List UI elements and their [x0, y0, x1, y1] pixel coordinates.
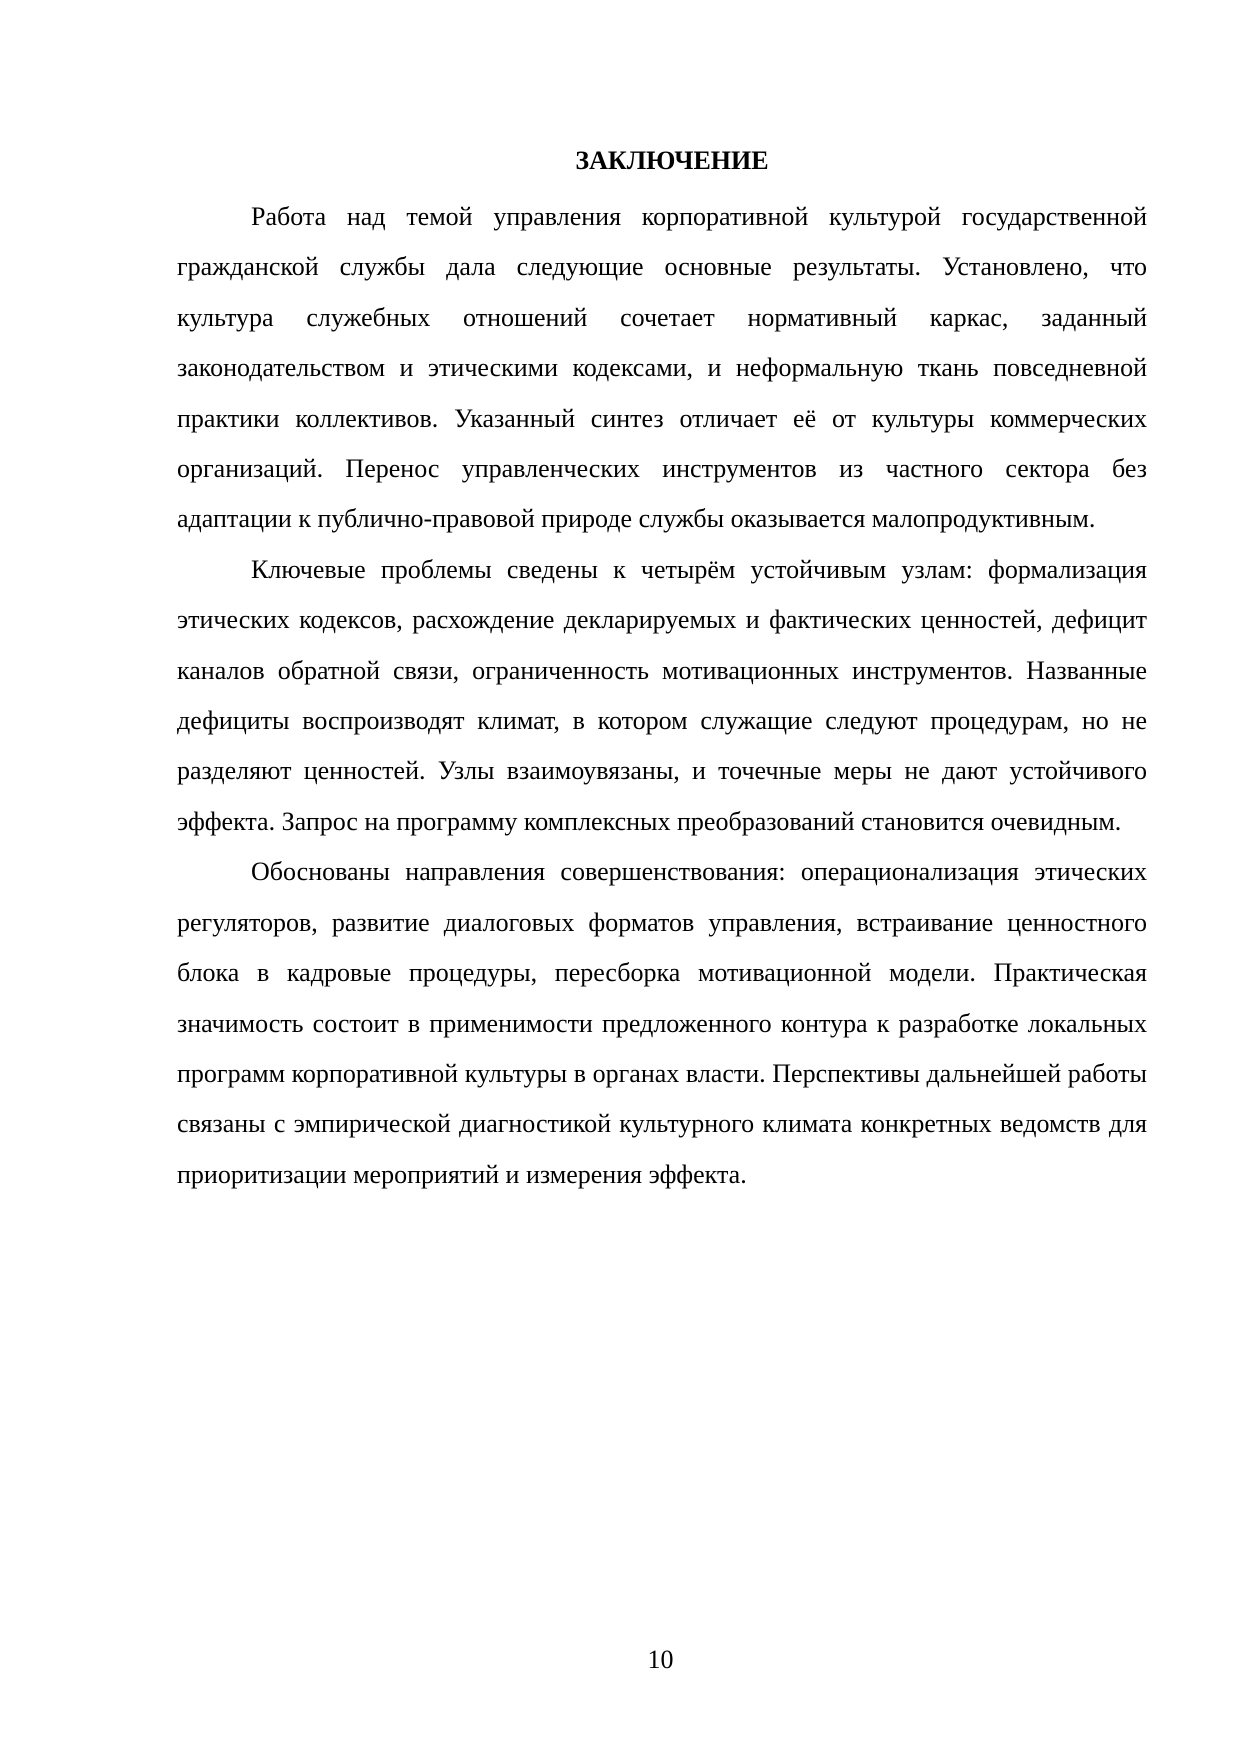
- page-body: [177, 136, 1147, 1200]
- paragraph-directions: Обоснованы направления совершенствования: операционализация этических регуляторов, развитие диалоговых форматов управления, встраивание ценностного блока в кадровые процедуры, пересборка мотивационной модели. Практическая значимость состоит в применимости предложенного контура к разработке локальных программ корпоративной культуры в органах власти. Перспективы дальнейшей работы связаны с эмпирической диагностикой культурного климата конкретных ведомств для приоритизации мероприятий и измерения эффекта.: [177, 857, 1147, 1189]
- page-number: 10: [647, 1645, 674, 1674]
- section-title: ЗАКЛЮЧЕНИЕ: [575, 146, 769, 175]
- paragraph-problems: Ключевые проблемы сведены к четырём устойчивым узлам: формализация этических кодексов, расхождение декларируемых и фактических ценностей, дефицит каналов обратной связи, ограниченность мотивационных инструментов. Названные дефициты воспроизводят климат, в котором служащие следуют процедурам, но не разделяют ценностей. Узлы взаимоувязаны, и точечные меры не дают устойчивого эффекта. Запрос на программу комплексных преобразований становится очевидным.: [177, 554, 1147, 836]
- paragraph-results: Работа над темой управления корпоративной культурой государственной гражданской службы дала следующие основные результаты. Установлено, что культура служебных отношений сочетает нормативный каркас, заданный законодательством и этическими кодексами, и неформальную ткань повседневной практики коллективов. Указанный синтез отличает её от культуры коммерческих организаций. Перенос управленческих инструментов из частного сектора без адаптации к публично-правовой природе службы оказывается малопродуктивным.: [177, 202, 1147, 534]
